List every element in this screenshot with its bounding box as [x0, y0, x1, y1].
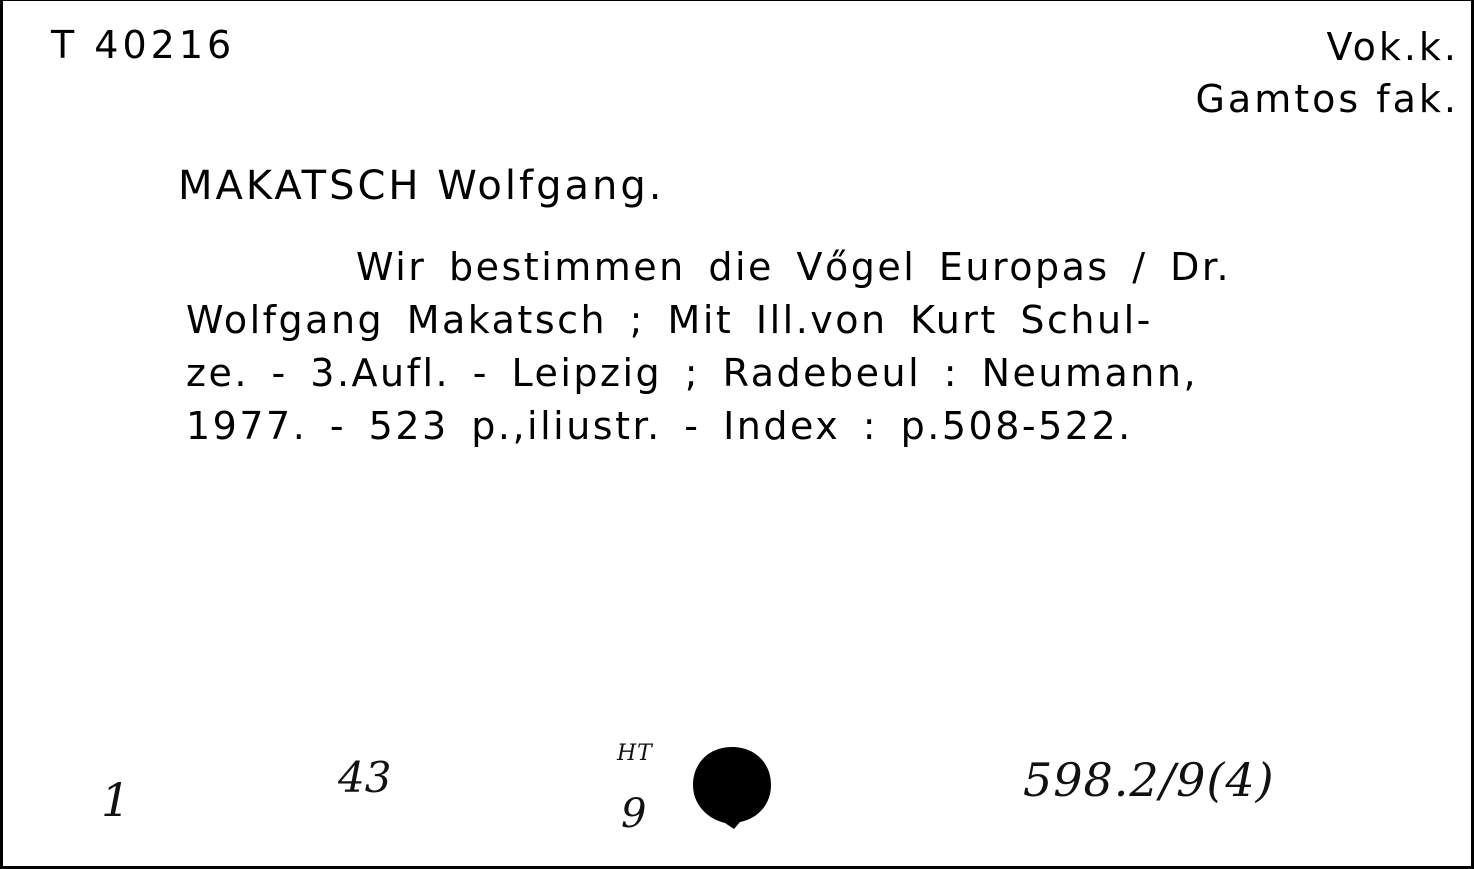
location-block — [1195, 21, 1459, 125]
description-line: Wolfgang Makatsch ; Mit Ill.von Kurt Schul- — [186, 298, 1153, 342]
description-line: Wir bestimmen die Vőgel Europas / Dr. — [356, 245, 1232, 289]
bibliographic-description — [186, 241, 1431, 453]
handwritten-ht-label: HT — [617, 741, 653, 766]
handwritten-ht-number: 9 — [621, 791, 647, 837]
handwritten-number: 43 — [338, 753, 392, 802]
handwritten-classification: 598.2/9(4) — [1023, 753, 1275, 807]
description-line: ze. - 3.Aufl. - Leipzig ; Radebeul : Neumann, — [186, 351, 1199, 395]
author-heading: MAKATSCH Wolfgang. — [178, 163, 665, 209]
description-line: 1977. - 523 p.,iliustr. - Index : p.508-522. — [186, 404, 1133, 448]
location-line-2: Gamtos fak. — [1195, 77, 1459, 121]
call-number: T 40216 — [51, 23, 236, 67]
handwritten-copy-count: 1 — [101, 773, 131, 827]
location-line-1: Vok.k. — [1326, 25, 1459, 69]
punched-hole-dot — [692, 745, 772, 829]
